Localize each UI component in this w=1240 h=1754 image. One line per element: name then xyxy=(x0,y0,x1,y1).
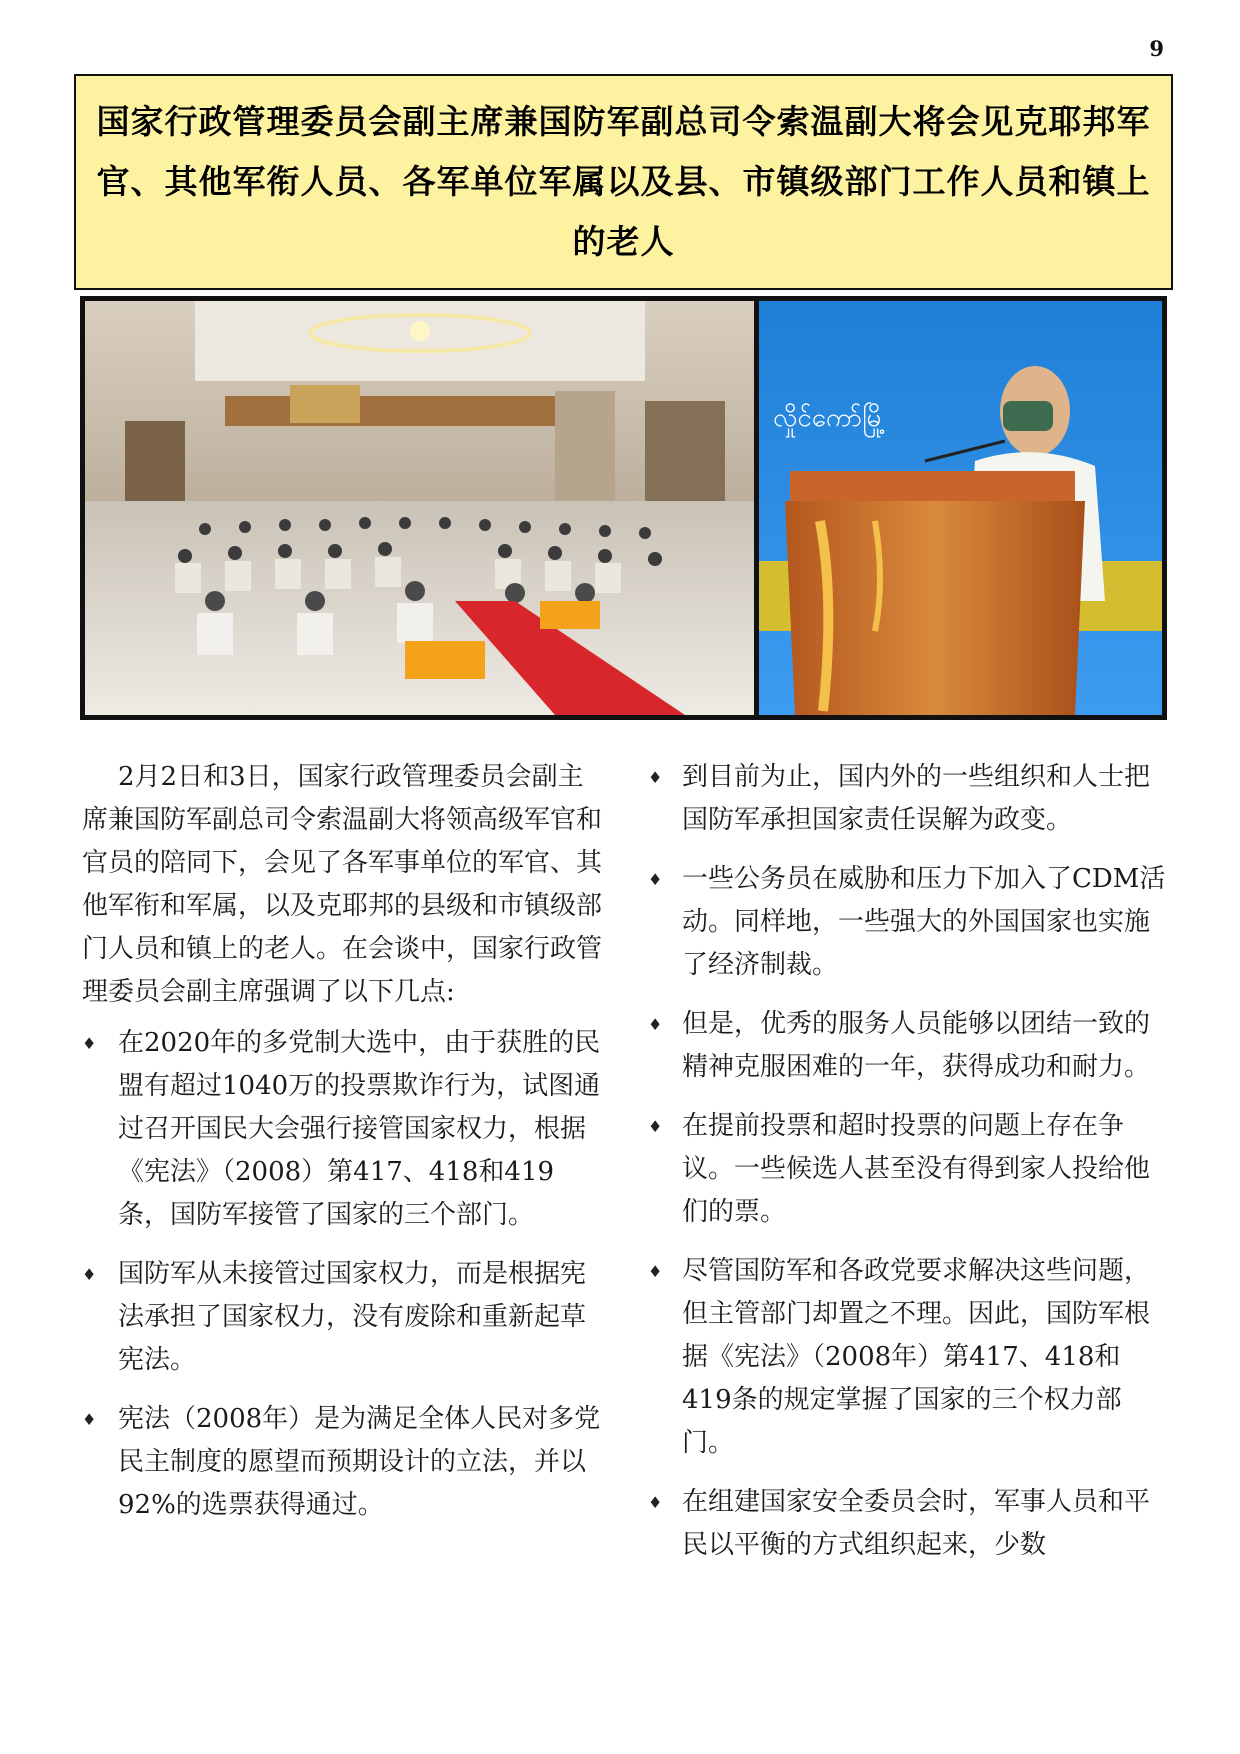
diamond-bullet-icon: ♦ xyxy=(648,1117,663,1136)
page-number: 9 xyxy=(1149,36,1164,61)
bullet-text: 宪法（2008年）是为满足全体人民对多党民主制度的愿望而预期设计的立法，并以92%的选票获得通过。 xyxy=(118,1404,601,1520)
bullet-item xyxy=(82,1253,602,1382)
bullet-item xyxy=(648,1481,1168,1567)
left-column xyxy=(82,756,602,1543)
right-column xyxy=(648,756,1168,1583)
bullet-text: 到目前为止，国内外的一些组织和人士把国防军承担国家责任误解为政变。 xyxy=(682,762,1151,835)
hall-photo xyxy=(85,301,756,715)
diamond-bullet-icon: ♦ xyxy=(648,1262,663,1281)
diamond-bullet-icon: ♦ xyxy=(648,1015,663,1034)
intro-paragraph: 2月2日和3日，国家行政管理委员会副主席兼国防军副总司令索温副大将领高级军官和官员的陪同下，会见了各军事单位的军官、其他军衔和军属，以及克耶邦的县级和市镇级部门人员和镇上的老人。在会谈中，国家行政管理委员会副主席强调了以下几点: xyxy=(82,762,603,1007)
diamond-bullet-icon: ♦ xyxy=(82,1034,97,1053)
bullet-item xyxy=(82,1022,602,1237)
bullet-item xyxy=(648,858,1168,987)
diamond-bullet-icon: ♦ xyxy=(648,870,663,889)
photo-frame xyxy=(80,296,1167,720)
news-photos xyxy=(85,301,1162,715)
bullet-text: 但是，优秀的服务人员能够以团结一致的精神克服困难的一年，获得成功和耐力。 xyxy=(682,1009,1151,1082)
bullet-item xyxy=(648,1105,1168,1234)
bullet-text: 在组建国家安全委员会时，军事人员和平民以平衡的方式组织起来，少数 xyxy=(682,1487,1151,1560)
headline-box xyxy=(74,74,1173,290)
bullet-text: 在提前投票和超时投票的问题上存在争议。一些候选人甚至没有得到家人投给他们的票。 xyxy=(682,1111,1151,1227)
diamond-bullet-icon: ♦ xyxy=(82,1265,97,1284)
bullet-item xyxy=(648,756,1168,842)
speaker-photo xyxy=(759,301,1162,715)
bullet-text: 一些公务员在威胁和压力下加入了CDM活动。同样地，一些强大的外国国家也实施了经济制裁。 xyxy=(682,864,1166,980)
bullet-item xyxy=(648,1003,1168,1089)
bullet-text: 尽管国防军和各政党要求解决这些问题，但主管部门却置之不理。因此，国防军根据《宪法》（2008年）第417、418和419条的规定掌握了国家的三个权力部门。 xyxy=(682,1256,1151,1458)
headline: 国家行政管理委员会副主席兼国防军副总司令索温副大将会见克耶邦军官、其他军衔人员、各军单位军属以及县、市镇级部门工作人员和镇上的老人 xyxy=(96,102,1151,261)
bullet-text: 在2020年的多党制大选中，由于获胜的民盟有超过1040万的投票欺诈行为，试图通过召开国民大会强行接管国家权力，根据《宪法》（2008）第417、418和419条，国防军接管了国家的三个部门。 xyxy=(118,1028,601,1230)
diamond-bullet-icon: ♦ xyxy=(648,768,663,787)
bullet-item xyxy=(82,1398,602,1527)
bullet-text: 国防军从未接管过国家权力，而是根据宪法承担了国家权力，没有废除和重新起草宪法。 xyxy=(118,1259,587,1375)
stage-sign-text: လှိုင်ကော်မြို့ xyxy=(773,403,886,433)
diamond-bullet-icon: ♦ xyxy=(648,1493,663,1512)
bullet-item xyxy=(648,1250,1168,1465)
diamond-bullet-icon: ♦ xyxy=(82,1410,97,1429)
